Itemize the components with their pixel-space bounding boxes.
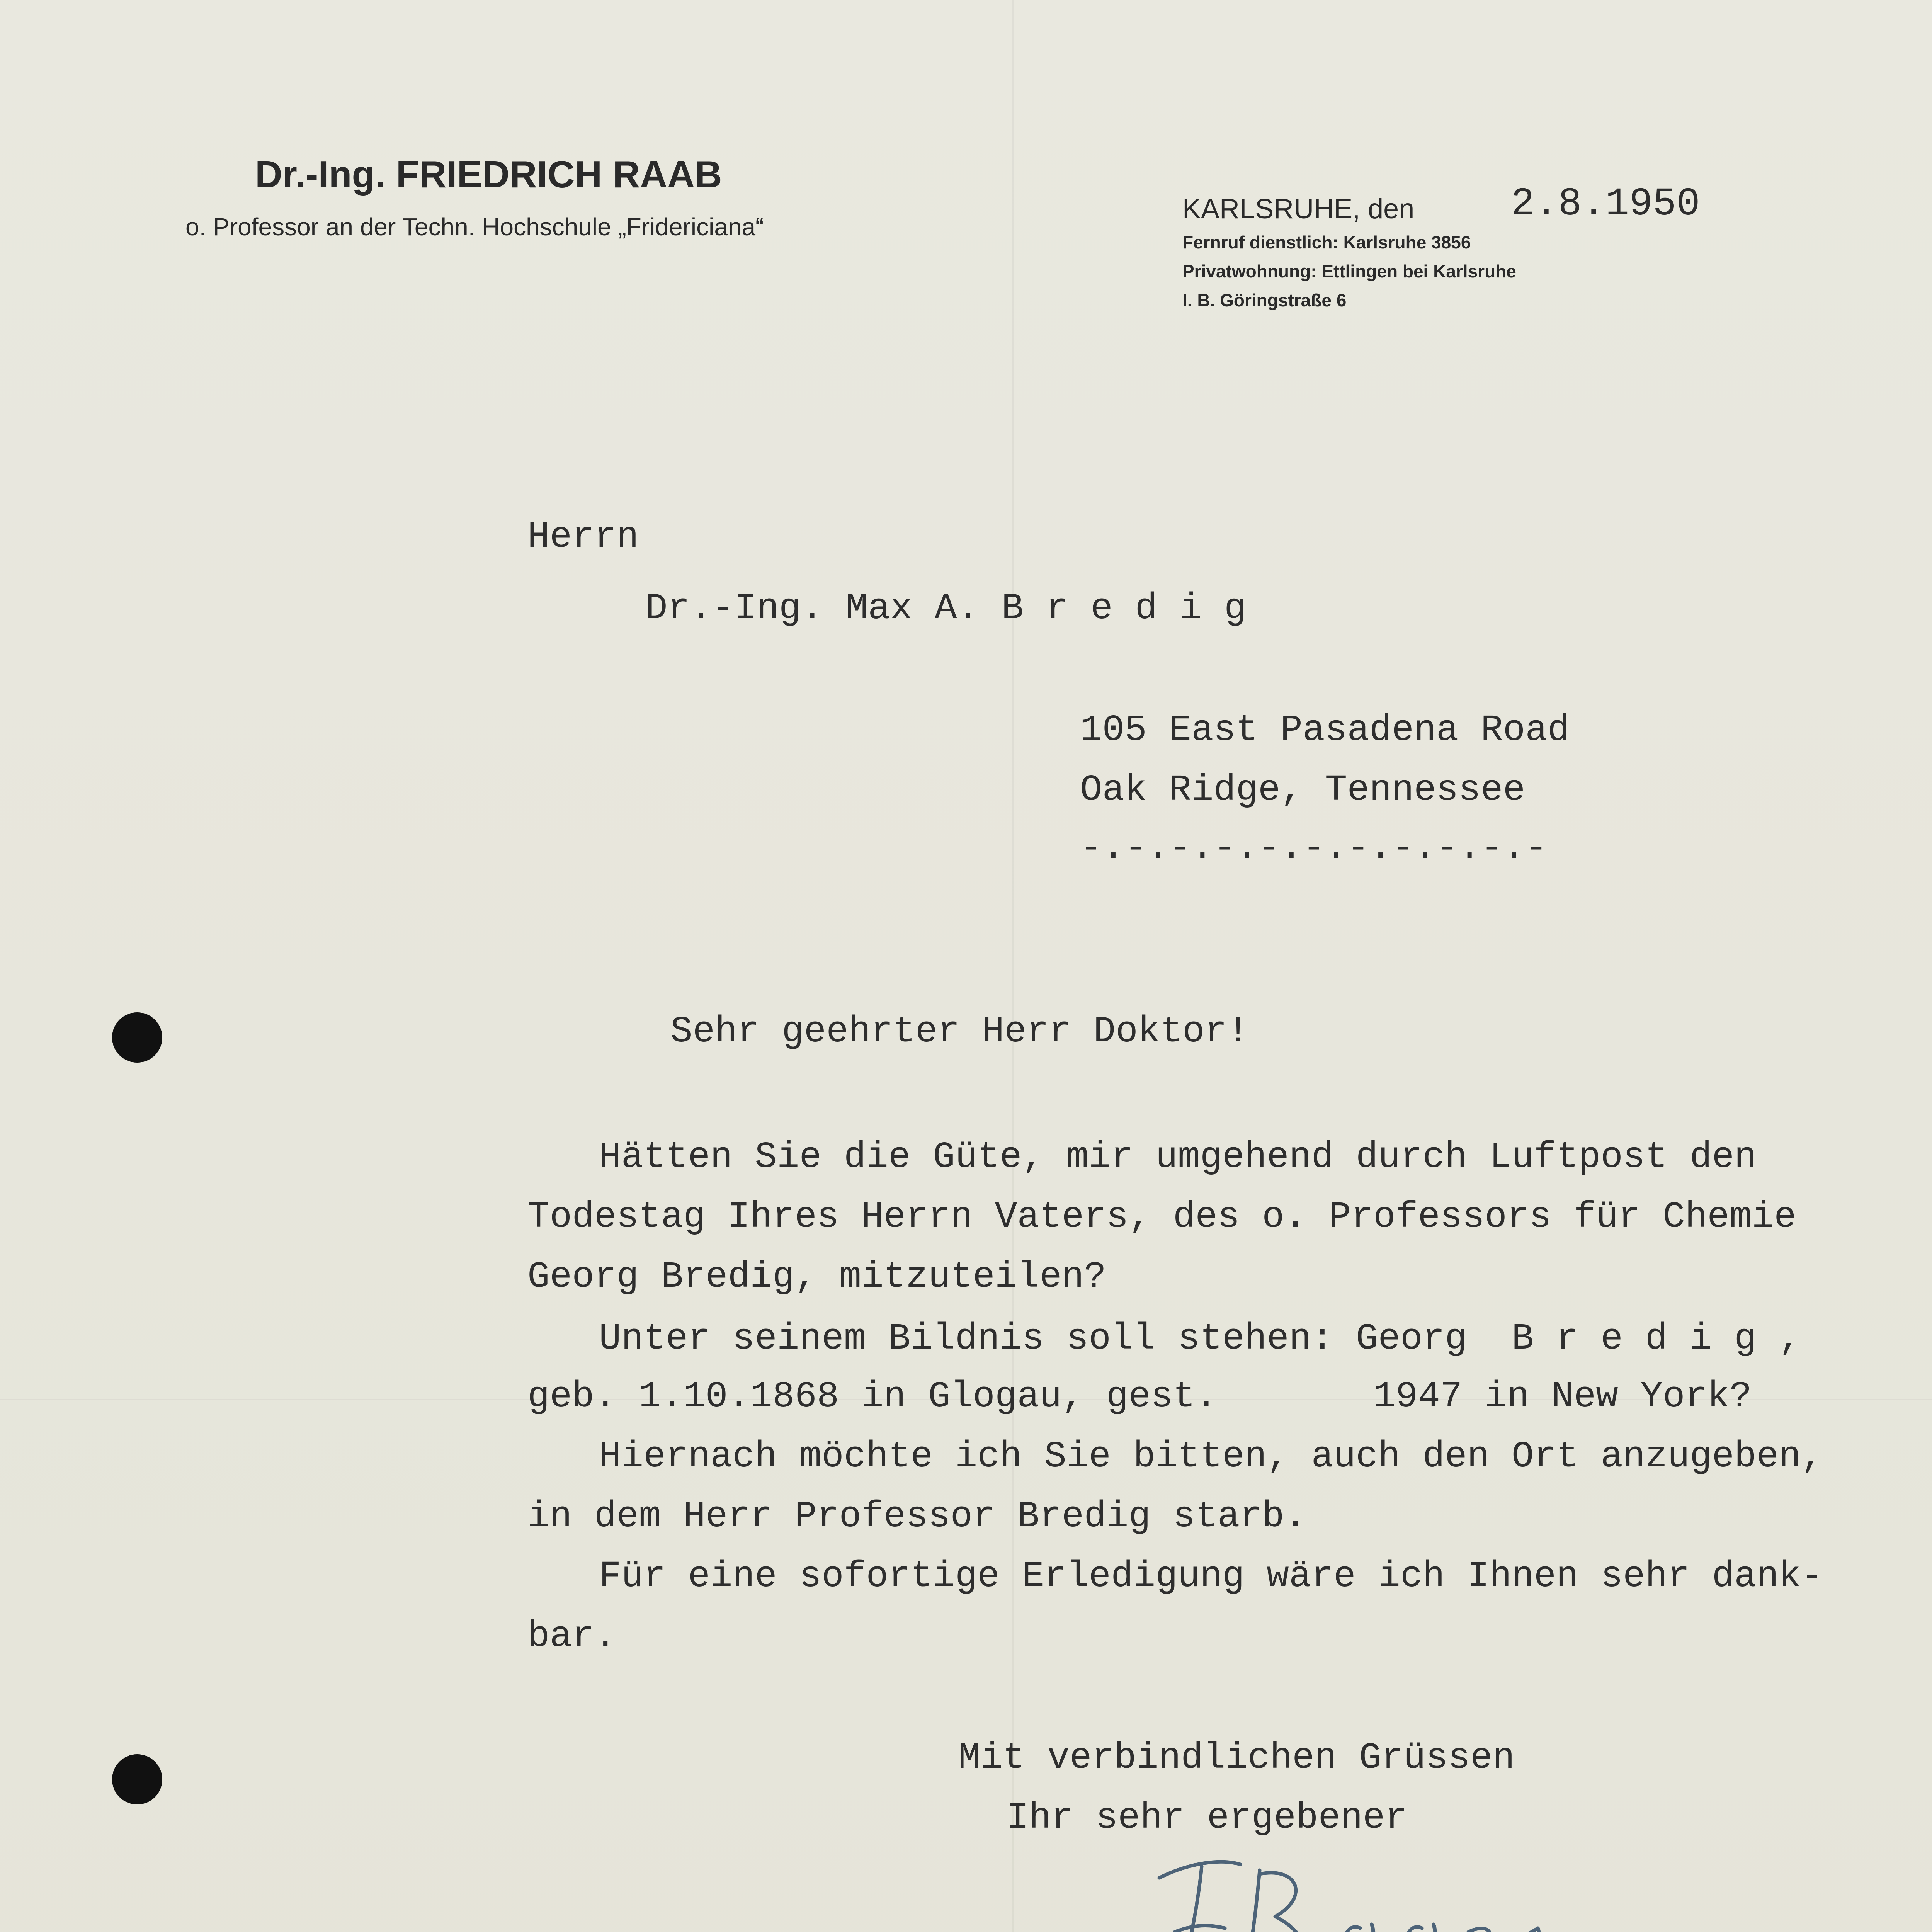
address-separator: -.-.-.-.-.-.-.-.-.-.- <box>1080 827 1548 869</box>
vertical-fold-line <box>1012 0 1014 1932</box>
letter-date: 2.8.1950 <box>1511 182 1700 226</box>
body-line: Hätten Sie die Güte, mir umgehend durch Luftpost den <box>599 1136 1757 1178</box>
body-line: Unter seinem Bildnis soll stehen: Georg B r e d i g , <box>599 1318 1801 1360</box>
signature <box>1144 1828 1596 1932</box>
letterhead-street: I. B. Göringstraße 6 <box>1182 290 1347 310</box>
punch-hole-lower <box>112 1754 162 1804</box>
body-line: geb. 1.10.1868 in Glogau, gest. 1947 in New York? <box>527 1376 1752 1418</box>
greeting: Sehr geehrter Herr Doktor! <box>670 1010 1249 1053</box>
letterhead-position: o. Professor an der Techn. Hochschule „Fridericiana“ <box>185 213 764 241</box>
body-line: in dem Herr Professor Bredig starb. <box>527 1495 1307 1537</box>
recipient-name: Dr.-Ing. Max A. B r e d i g <box>645 587 1247 629</box>
body-line: Hiernach möchte ich Sie bitten, auch den Ort anzugeben, <box>599 1435 1823 1478</box>
letterhead-name: Dr.-Ing. FRIEDRICH RAAB <box>255 153 722 196</box>
letterhead-place-label: KARLSRUHE, den <box>1182 194 1415 224</box>
recipient-salutation: Herrn <box>527 516 639 558</box>
punch-hole-upper <box>112 1012 162 1063</box>
recipient-address-line1: 105 East Pasadena Road <box>1080 709 1570 751</box>
body-line: Für eine sofortige Erledigung wäre ich Ihnen sehr dank- <box>599 1555 1823 1597</box>
closing-line1: Mit verbindlichen Grüssen <box>958 1737 1515 1779</box>
letterhead-phone: Fernruf dienstlich: Karlsruhe 3856 <box>1182 232 1471 252</box>
recipient-address-line2: Oak Ridge, Tennessee <box>1080 769 1526 811</box>
letterhead-private-residence: Privatwohnung: Ettlingen bei Karlsruhe <box>1182 261 1516 281</box>
closing-line2: Ihr sehr ergebener <box>1007 1797 1407 1839</box>
body-line: Georg Bredig, mitzuteilen? <box>527 1256 1106 1298</box>
body-line: Todestag Ihres Herrn Vaters, des o. Professors für Chemie <box>527 1196 1796 1238</box>
body-line: bar. <box>527 1615 617 1657</box>
